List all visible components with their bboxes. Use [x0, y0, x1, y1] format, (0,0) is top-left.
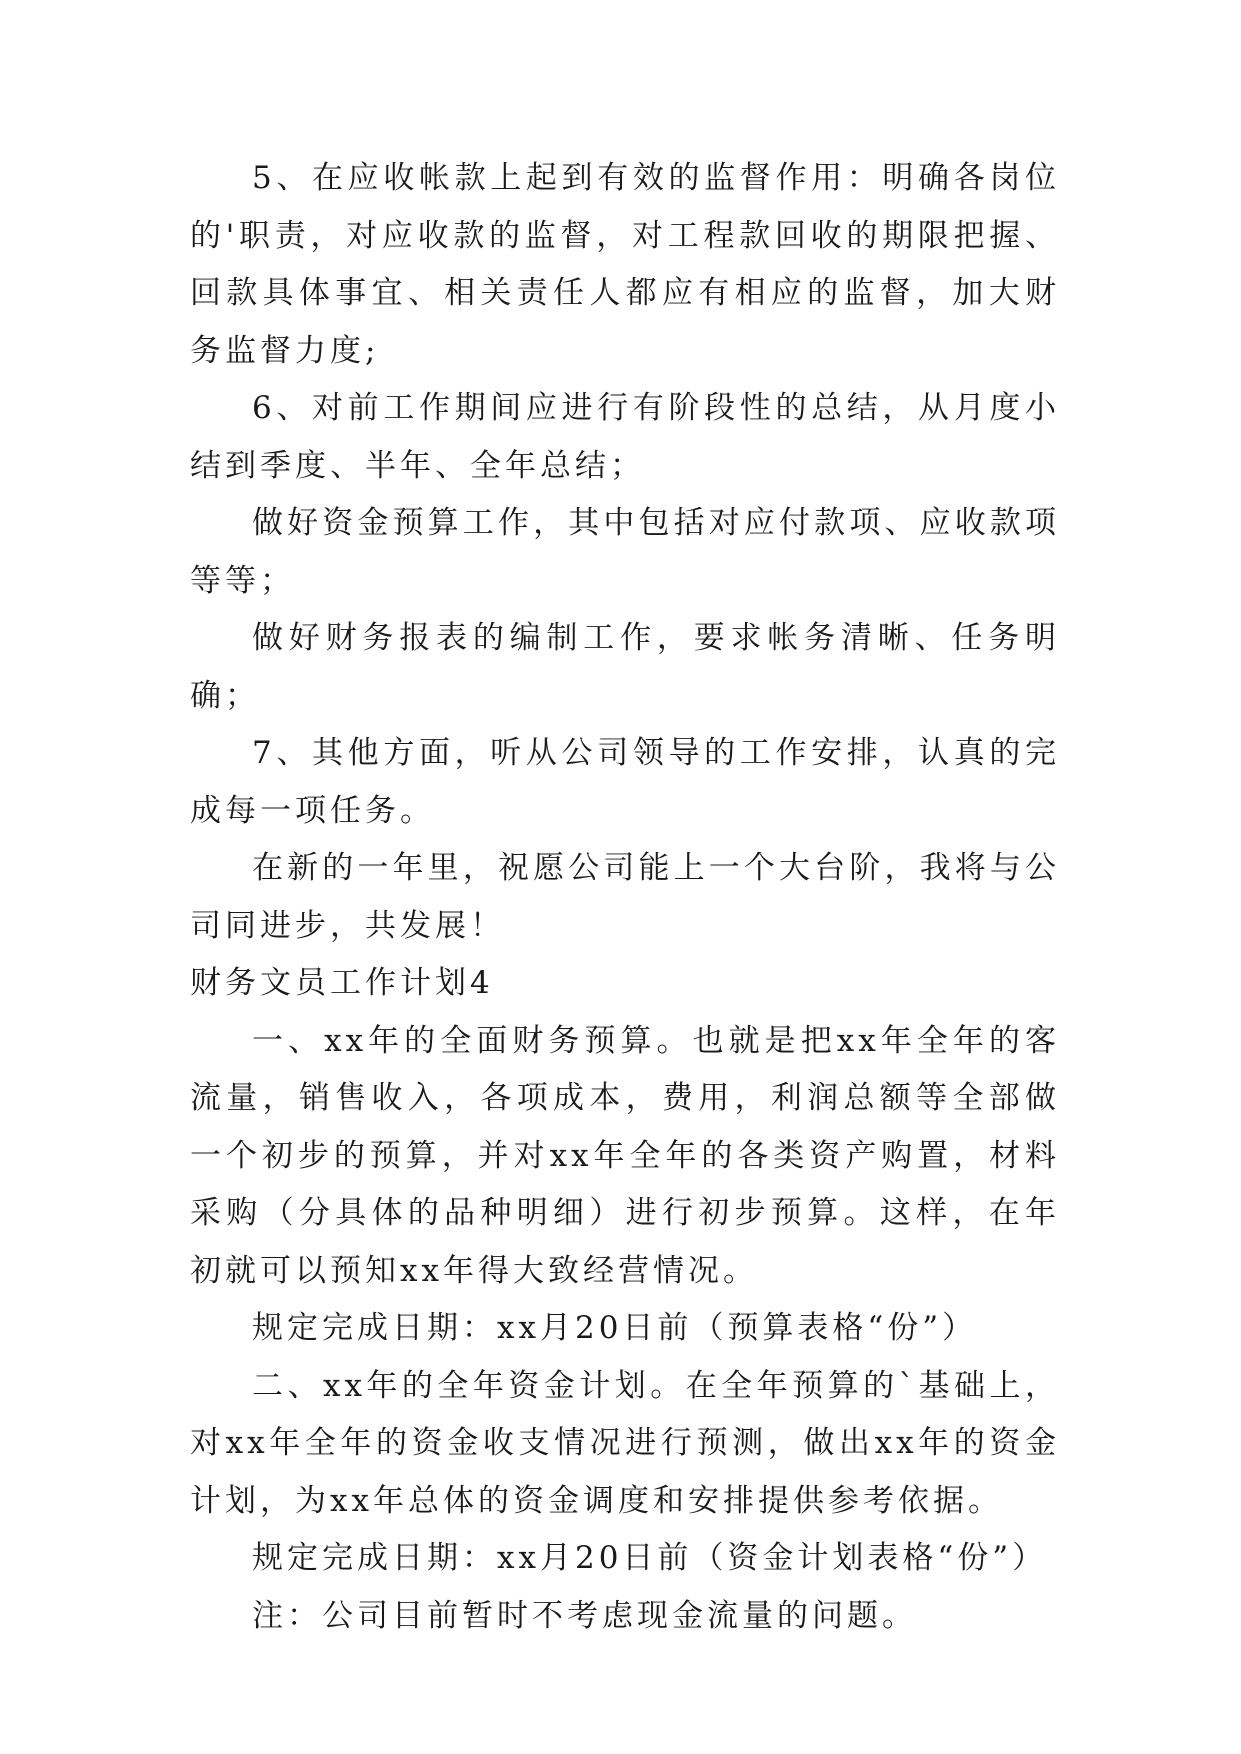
paragraph-7-other: 7、其他方面，听从公司领导的工作安排，认真的完成每一项任务。 [190, 735, 1060, 829]
section-heading: 财务文员工作计划4 [190, 965, 494, 1001]
document-body [190, 150, 1060, 1645]
paragraph-budget-deadline: 规定完成日期：xx月20日前（预算表格“份”） [252, 1310, 978, 1346]
paragraph-fund-budget: 做好资金预算工作，其中包括对应付款项、应收款项等等； [190, 505, 1060, 599]
paragraph-fund-plan-deadline: 规定完成日期：xx月20日前（资金计划表格“份”） [252, 1540, 1048, 1576]
paragraph-new-year-wish: 在新的一年里，祝愿公司能上一个大台阶，我将与公司同进步，共发展！ [190, 850, 1060, 944]
paragraph-6-periodic-summary: 6、对前工作期间应进行有阶段性的总结，从月度小结到季度、半年、全年总结； [190, 390, 1060, 484]
paragraph-financial-reports: 做好财务报表的编制工作，要求帐务清晰、任务明确； [190, 620, 1060, 714]
paragraph-annual-budget: 一、xx年的全面财务预算。也就是把xx年全年的客流量，销售收入，各项成本，费用，利润总额等全部做一个初步的预算，并对xx年全年的各类资产购置，材料采购（分具体的品种明细）进行初步预算。这样，在年初就可以预知xx年得大致经营情况。 [190, 1022, 1060, 1289]
paragraph-fund-plan: 二、xx年的全年资金计划。在全年预算的`基础上，对xx年全年的资金收支情况进行预测，做出xx年的资金计划，为xx年总体的资金调度和安排提供参考依据。 [190, 1367, 1060, 1519]
paragraph-5-receivables-supervision: 5、在应收帐款上起到有效的监督作用：明确各岗位的'职责，对应收款的监督，对工程款回收的期限把握、回款具体事宜、相关责任人都应有相应的监督，加大财务监督力度; [190, 160, 1060, 369]
paragraph-note: 注：公司目前暂时不考虑现金流量的问题。 [252, 1597, 917, 1634]
